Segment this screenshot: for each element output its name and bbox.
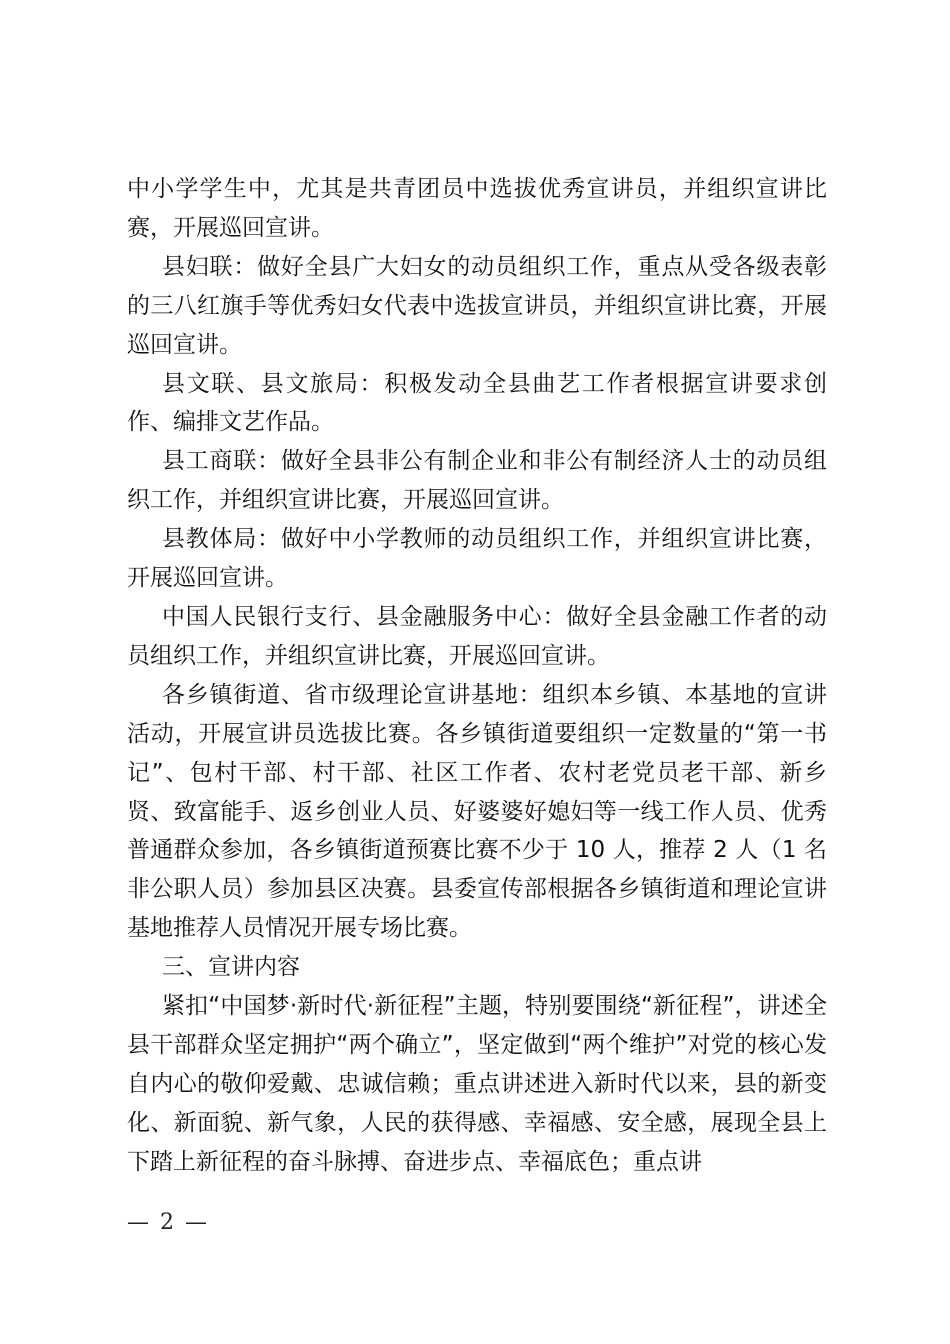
paragraph-5: 县教体局：做好中小学教师的动员组织工作，并组织宣讲比赛，开展巡回宣讲。	[127, 526, 827, 592]
paragraph-6: 中国人民银行支行、县金融服务中心：做好全县金融工作者的动员组织工作，并组织宣讲比赛，开展巡回宣讲。	[127, 603, 827, 669]
page-number: — 2 —	[127, 1210, 209, 1235]
paragraph-2: 县妇联：做好全县广大妇女的动员组织工作，重点从受各级表彰的三八红旗手等优秀妇女代表中选拔宣讲员，并组织宣讲比赛，开展巡回宣讲。	[127, 253, 827, 358]
paragraph-3: 县文联、县文旅局：积极发动全县曲艺工作者根据宣讲要求创作、编排文艺作品。	[127, 370, 827, 436]
paragraph-4: 县工商联：做好全县非公有制企业和非公有制经济人士的动员组织工作，并组织宣讲比赛，开展巡回宣讲。	[127, 448, 827, 514]
paragraph-7: 各乡镇街道、省市级理论宣讲基地：组织本乡镇、本基地的宣讲活动，开展宣讲员选拔比赛。各乡镇街道要组织一定数量的“第一书记”、包村干部、村干部、社区工作者、农村老党员老干部、新乡贤、致富能手、返乡创业人员、好婆婆好媳妇等一线工作人员、优秀普通群众参加，各乡镇街道预赛比赛不少于 10 人，推荐 2 人（1 名非公职人员）参加县区决赛。县委宣传部根据各乡镇街道和理论宣讲基地推荐人员情况开展专场比赛。	[127, 681, 827, 942]
document-body	[127, 170, 827, 1182]
paragraph-8: 紧扣“中国梦·新时代·新征程”主题，特别要围绕“新征程”，讲述全县干部群众坚定拥护“两个确立”，坚定做到“两个维护”对党的核心发自内心的敬仰爱戴、忠诚信赖；重点讲述进入新时代以来，县的新变化、新面貌、新气象，人民的获得感、幸福感、安全感，展现全县上下踏上新征程的奋斗脉搏、奋进步点、幸福底色；重点讲	[127, 993, 827, 1175]
paragraph-1: 中小学学生中，尤其是共青团员中选拔优秀宣讲员，并组织宣讲比赛，开展巡回宣讲。	[127, 176, 827, 241]
section-heading: 三、宣讲内容	[162, 954, 300, 981]
